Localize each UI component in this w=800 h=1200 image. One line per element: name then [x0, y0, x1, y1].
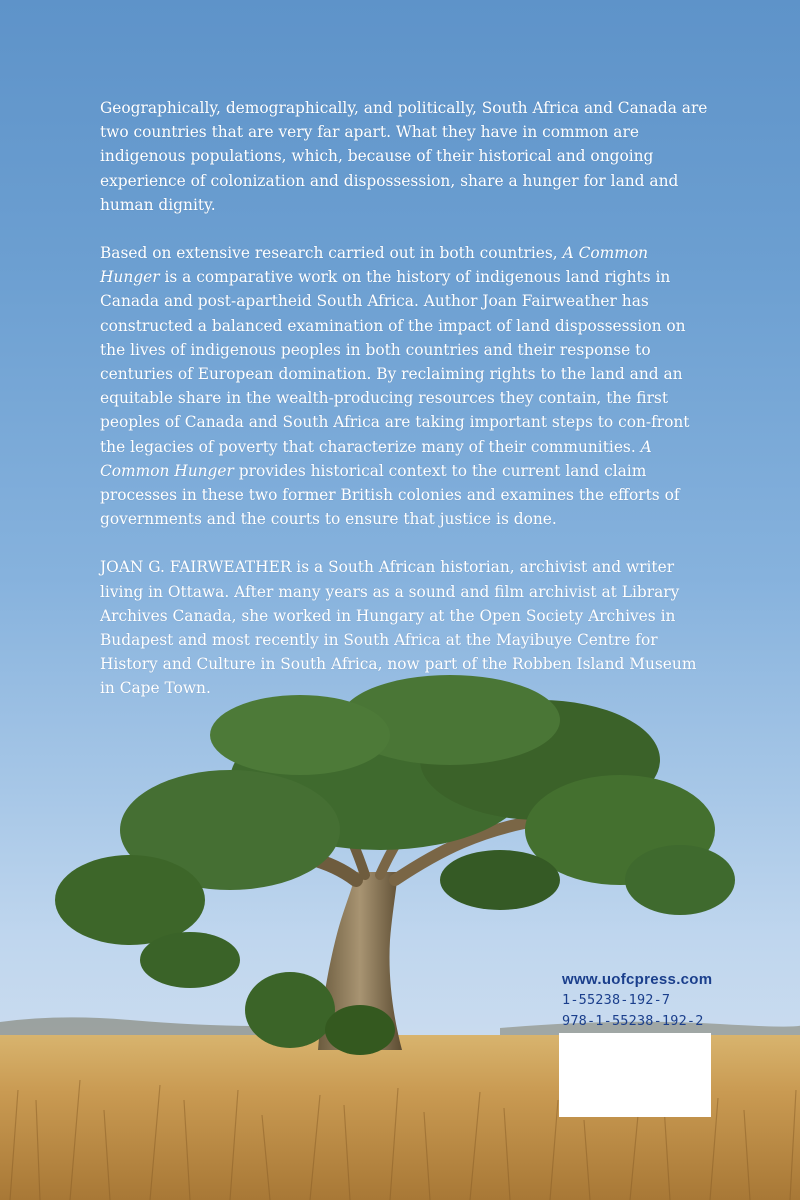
- blurb-text: provides historical context to the current land claim processes in these two former British colonies and examines the efforts of governments and the courts to ensure that justice is done.: [100, 461, 680, 529]
- isbn-10: 1-55238-192-7: [562, 992, 671, 1008]
- publisher-url[interactable]: www.uofcpress.com: [562, 971, 713, 988]
- blurb-paragraph-1: Geographically, demographically, and politically, South Africa and Canada are two countries that are very far apart. What they have in common are indigenous populations, which, because of their historical and ongoing experience of colonization and dispossession, share a hunger for land and human dignity.: [100, 99, 708, 214]
- author-bio: JOAN G. FAIRWEATHER is a South African historian, archivist and writer living in Ottawa. After many years as a sound and film archivist at Library Archives Canada, she worked in Hungary at the Open Society Archives in Budapest and most recently in South Africa at the Mayibuye Centre for History and Culture in South Africa, now part of the Robben Island Museum in Cape Town.: [100, 558, 697, 698]
- back-cover-blurb: [100, 96, 712, 725]
- blurb-text: is a comparative work on the history of indigenous land rights in Canada and post-apartheid South Africa. Author Joan Fairweather has constructed a balanced examination of the impact of land dispossession on the lives of indigenous peoples in both countries and their response to centuries of European domination. By reclaiming rights to the land and an equitable share in the wealth-producing resources they contain, the first peoples of Canada and South Africa are taking important steps to con-front the legacies of poverty that characterize many of their communities.: [100, 268, 690, 456]
- isbn-13: 978-1-55238-192-2: [562, 1013, 704, 1029]
- blurb-paragraph-2: [100, 241, 712, 531]
- book-title: A Common Hunger: [100, 244, 649, 287]
- blurb-text: Based on extensive research carried out in both countries,: [100, 244, 563, 263]
- publisher-info: [562, 969, 762, 1032]
- barcode-placeholder: [559, 1033, 711, 1117]
- book-title: A Common Hunger: [100, 437, 652, 480]
